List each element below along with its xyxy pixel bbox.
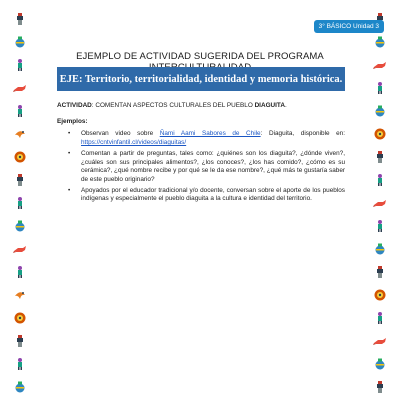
video-title-link[interactable]: Ñami Aami Sabores de Chile — [159, 130, 261, 138]
example-video-prefix: Observan video sobre — [81, 130, 160, 138]
vessel-icon — [373, 242, 387, 256]
vessel-icon — [13, 219, 27, 233]
vessel-icon — [373, 357, 387, 371]
eje-banner-text: EJE: Territorio, territorialidad, identidad y memoria histórica. — [59, 73, 343, 85]
activity-people: DIAGUITA — [254, 102, 285, 109]
bird-icon — [13, 127, 27, 141]
fox-icon — [373, 58, 387, 72]
figure-icon — [13, 357, 27, 371]
eje-banner — [57, 67, 345, 91]
emblem-icon — [373, 288, 387, 302]
totem-icon — [13, 173, 27, 187]
examples-heading-text: Ejemplos — [57, 117, 86, 125]
document-title: EJEMPLO DE ACTIVIDAD SUGERIDA DEL PROGRAMA — [76, 51, 324, 62]
activity-label: ACTIVIDAD — [57, 102, 92, 109]
figure-icon — [373, 219, 387, 233]
figure-icon — [373, 81, 387, 95]
emblem-icon — [13, 150, 27, 164]
fox-icon — [373, 334, 387, 348]
fox-icon — [373, 196, 387, 210]
totem-icon — [13, 12, 27, 26]
figure-icon — [13, 104, 27, 118]
activity-content — [57, 102, 345, 206]
right-decorative-border — [360, 0, 400, 400]
figure-icon — [13, 265, 27, 279]
vessel-icon — [13, 380, 27, 394]
totem-icon — [373, 380, 387, 394]
totem-icon — [373, 150, 387, 164]
emblem-icon — [13, 311, 27, 325]
vessel-icon — [13, 35, 27, 49]
activity-period: . — [284, 102, 287, 109]
video-url-link[interactable]: https://cntvinfantil.cl/videos/diaguitas/ — [81, 139, 187, 147]
figure-icon — [373, 173, 387, 187]
activity-description: : COMENTAN ASPECTOS CULTURALES DEL PUEBLO — [91, 102, 255, 109]
totem-icon — [13, 334, 27, 348]
examples-list — [57, 130, 345, 204]
bird-icon — [13, 288, 27, 302]
grade-unit-badge: 3° BÁSICO Unidad 3 — [314, 20, 384, 33]
fox-icon — [13, 81, 27, 95]
example-item-questions: • Comentan a partir de preguntas, tales como: ¿quiénes son los diaguita?, ¿dónde viven?, ¿cuáles son sus principales alimentos?, ¿los conoces?, ¿los has comido?, ¿cómo es su cerámica?, ¿qué nombre recibe y por qué se le da ese nombre?, ¿qué más te gustaría saber de este pueblo originario? — [81, 150, 345, 185]
figure-icon — [13, 58, 27, 72]
left-decorative-border — [0, 0, 40, 400]
figure-icon — [13, 196, 27, 210]
example-video-middle: : Diaguita, disponible en: — [260, 130, 345, 138]
figure-icon — [373, 311, 387, 325]
example-item-video — [81, 130, 345, 147]
emblem-icon — [373, 127, 387, 141]
examples-heading — [57, 118, 345, 127]
vessel-icon — [373, 35, 387, 49]
vessel-icon — [373, 104, 387, 118]
fox-icon — [13, 242, 27, 256]
example-item-conversation: • Apoyados por el educador tradicional y/o docente, conversan sobre el aporte de los pueblos indígenas y especialmente el pueblo diaguita a la cultura e identidad del territorio. — [81, 187, 345, 204]
activity-line — [57, 102, 345, 111]
examples-heading-colon: : — [85, 117, 88, 125]
totem-icon — [373, 265, 387, 279]
